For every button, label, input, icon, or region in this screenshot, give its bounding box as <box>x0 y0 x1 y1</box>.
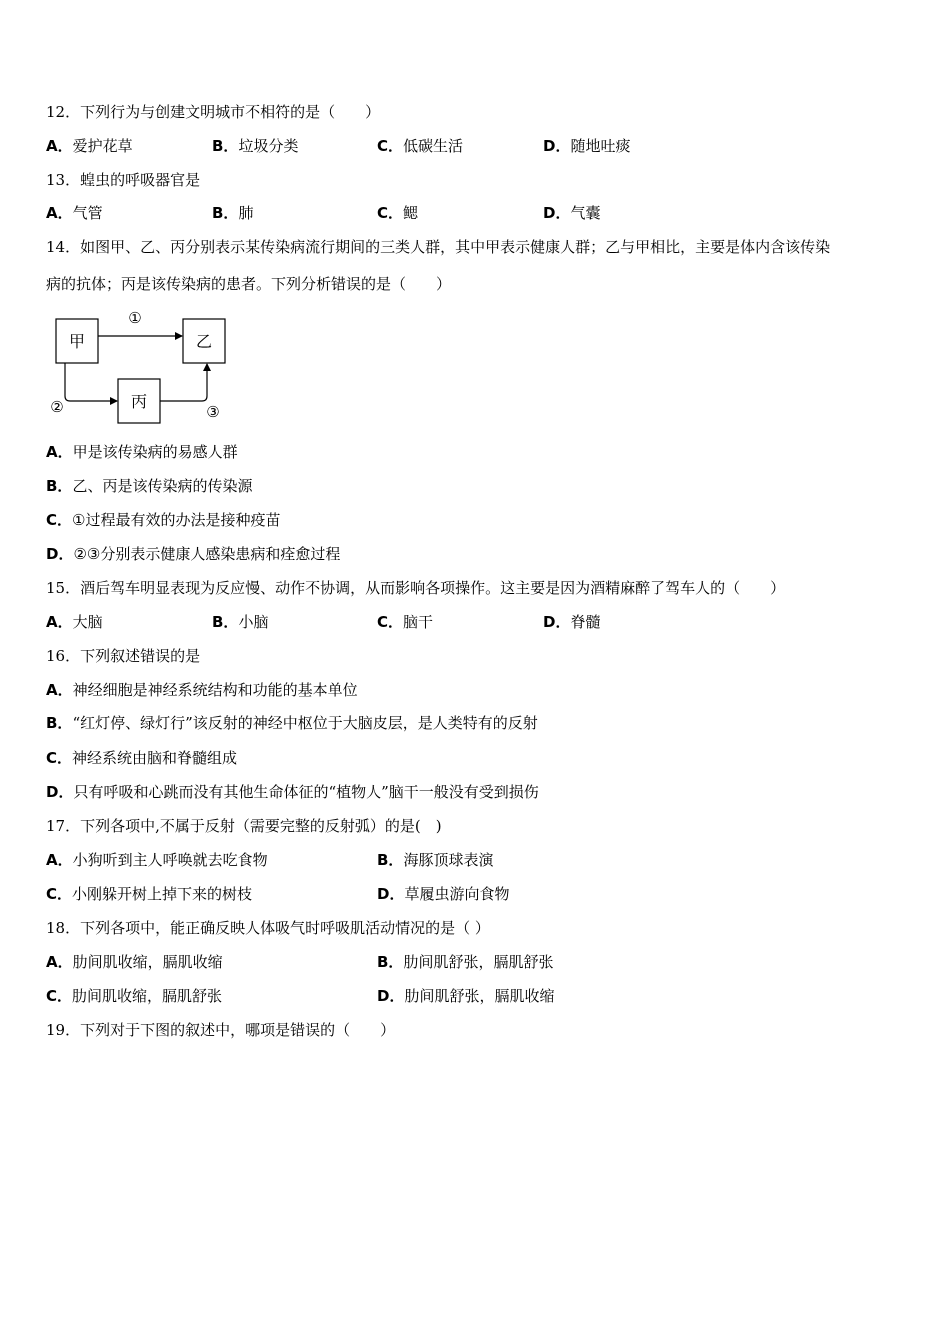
q12-option-b: B．垃圾分类 <box>212 137 299 155</box>
arrow-3-label: ③ <box>206 403 220 421</box>
box-yi-label: 乙 <box>195 332 213 351</box>
q14-option-d: D．②③分别表示健康人感染患病和痊愈过程 <box>46 545 341 563</box>
q12-option-c: C．低碳生活 <box>377 137 464 155</box>
q14-flow-diagram <box>46 304 246 429</box>
q13-option-a: A．气管 <box>46 204 103 222</box>
q18-stem: 18．下列各项中，能正确反映人体吸气时呼吸肌活动情况的是（ ） <box>46 919 490 937</box>
q14-diagram <box>46 304 246 433</box>
q14-option-c: C．①过程最有效的办法是接种疫苗 <box>46 511 281 529</box>
arrow-2-label: ② <box>50 398 64 416</box>
q13-option-b: B．肺 <box>212 204 254 222</box>
box-jia-label: 甲 <box>68 332 86 351</box>
q16-stem: 16．下列叙述错误的是 <box>46 647 201 665</box>
q18-option-d: D．肋间肌舒张，膈肌收缩 <box>377 987 555 1005</box>
q19-stem: 19．下列对于下图的叙述中，哪项是错误的（ ） <box>46 1021 396 1039</box>
q17-option-c: C．小刚躲开树上掉下来的树枝 <box>46 885 253 903</box>
q12-option-a: A．爱护花草 <box>46 137 133 155</box>
q12-option-d: D．随地吐痰 <box>543 137 631 155</box>
q17-option-a: A．小狗听到主人呼唤就去吃食物 <box>46 851 268 869</box>
q16-option-a: A．神经细胞是神经系统结构和功能的基本单位 <box>46 681 358 699</box>
q16-option-c: C．神经系统由脑和脊髓组成 <box>46 749 238 767</box>
arrow-3 <box>160 364 207 401</box>
q14-option-a: A．甲是该传染病的易感人群 <box>46 443 238 461</box>
q13-option-d: D．气囊 <box>543 204 601 222</box>
q14-stem-line2: 病的抗体；丙是该传染病的患者。下列分析错误的是（ ） <box>46 275 452 293</box>
q17-option-b: B．海豚顶球表演 <box>377 851 494 869</box>
q17-stem: 17．下列各项中,不属于反射（需要完整的反射弧）的是( ) <box>46 817 442 835</box>
arrow-2 <box>65 363 117 401</box>
q15-stem: 15．酒后驾车明显表现为反应慢、动作不协调，从而影响各项操作。这主要是因为酒精麻醉了驾车人的（ ） <box>46 579 786 597</box>
q14-option-b: B．乙、丙是该传染病的传染源 <box>46 477 253 495</box>
q18-option-b: B．肋间肌舒张，膈肌舒张 <box>377 953 554 971</box>
arrow-1-label: ① <box>128 309 142 327</box>
q13-option-c: C．鳃 <box>377 204 419 222</box>
q16-option-d: D．只有呼吸和心跳而没有其他生命体征的“植物人”脑干一般没有受到损伤 <box>46 783 539 801</box>
box-bing-label: 丙 <box>130 392 148 411</box>
q13-stem: 13．蝗虫的呼吸器官是 <box>46 171 201 189</box>
q15-option-a: A．大脑 <box>46 613 103 631</box>
q15-option-b: B．小脑 <box>212 613 269 631</box>
q17-option-d: D．草履虫游向食物 <box>377 885 510 903</box>
q12-stem: 12．下列行为与创建文明城市不相符的是（ ） <box>46 103 381 121</box>
q16-option-b: B．“红灯停、绿灯行”该反射的神经中枢位于大脑皮层，是人类特有的反射 <box>46 714 538 732</box>
q18-option-c: C．肋间肌收缩，膈肌舒张 <box>46 987 223 1005</box>
q14-stem-line1: 14．如图甲、乙、丙分别表示某传染病流行期间的三类人群，其中甲表示健康人群；乙与甲相比，主要是体内含该传染 <box>46 238 831 256</box>
q15-option-c: C．脑干 <box>377 613 434 631</box>
q15-option-d: D．脊髓 <box>543 613 601 631</box>
q18-option-a: A．肋间肌收缩，膈肌收缩 <box>46 953 223 971</box>
